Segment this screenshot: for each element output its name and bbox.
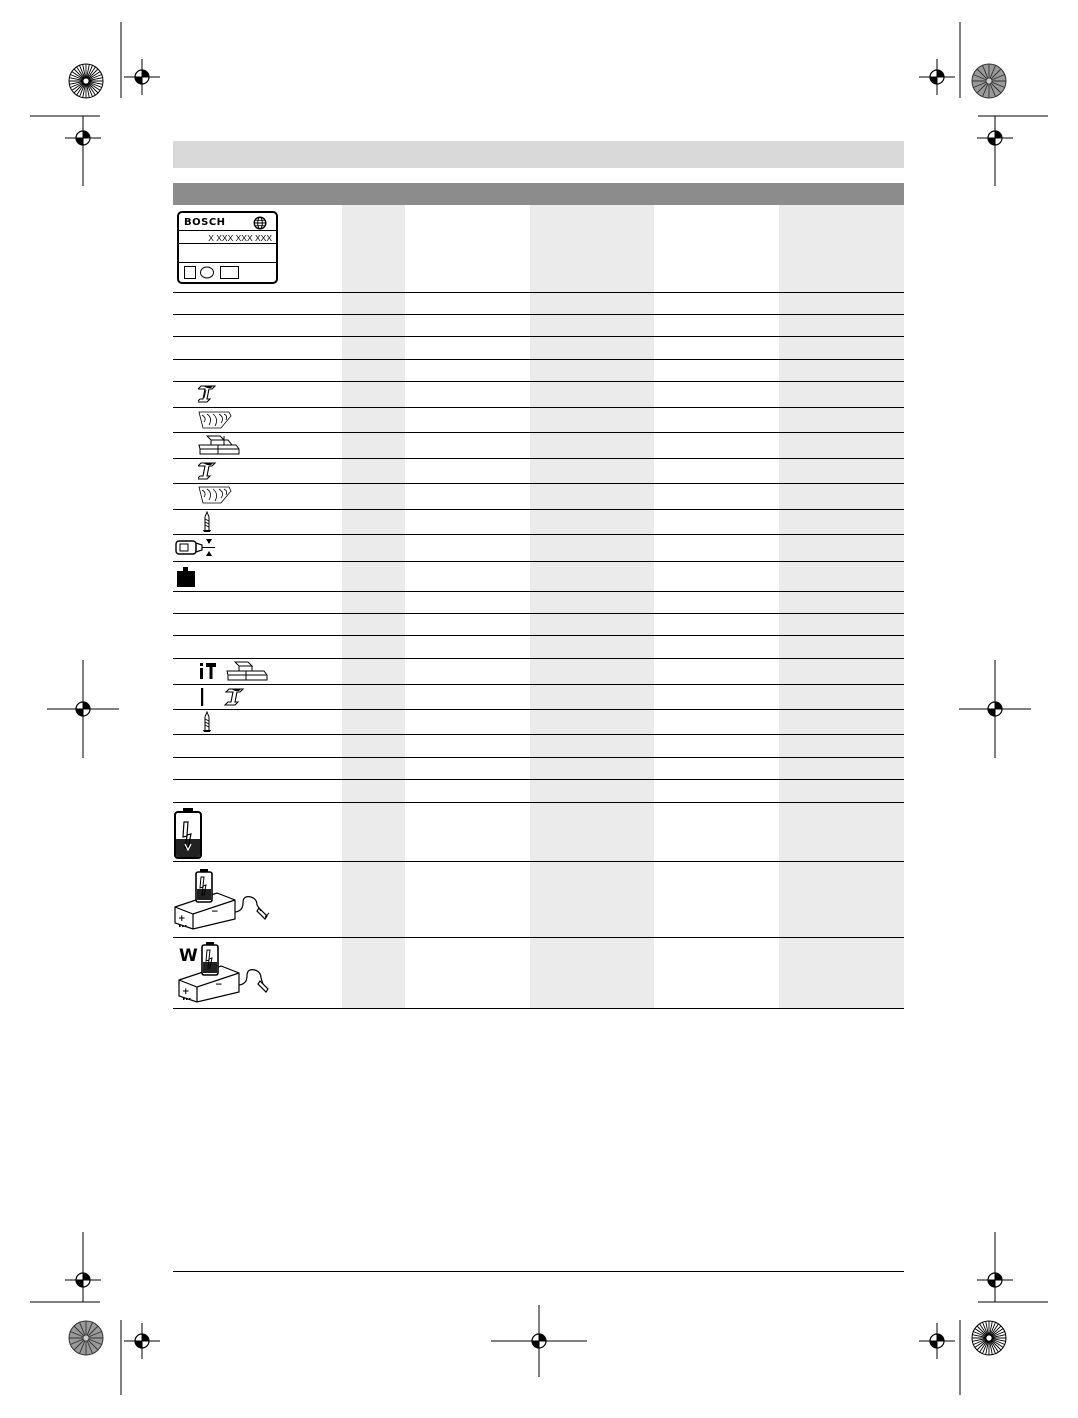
table-row-divider (173, 635, 904, 636)
table-header-row (173, 183, 904, 205)
table-row-divider (173, 1008, 904, 1009)
table-row-divider (173, 561, 904, 562)
table-row-divider (173, 336, 904, 337)
battery-charger-warm-icon (173, 940, 271, 1006)
screw-icon (201, 711, 213, 733)
hammer-masonry-icon (199, 660, 269, 682)
globe-icon (253, 216, 267, 230)
wood-icon (198, 485, 232, 505)
page-header-bar (173, 141, 904, 168)
table-row-divider (173, 802, 904, 803)
table-row-divider (173, 591, 904, 592)
table-row-divider (173, 779, 904, 780)
battery-charger-icon (173, 867, 271, 933)
table-row-divider (173, 359, 904, 360)
nameplate-serial: X XXX XXX XXX (208, 233, 272, 243)
table-row-divider (173, 937, 904, 938)
battery-icon (173, 807, 205, 860)
weight-icon (176, 566, 196, 588)
table-row-divider (173, 381, 904, 382)
table-row-divider (173, 314, 904, 315)
table-row-divider (173, 684, 904, 685)
table-row-divider (173, 407, 904, 408)
masonry-icon (198, 434, 240, 456)
svg-text:−: − (211, 907, 219, 917)
table-row-divider (173, 613, 904, 614)
table-row-divider (173, 509, 904, 510)
table-row-divider (173, 534, 904, 535)
nameplate-brand: BOSCH (184, 217, 226, 228)
svg-text:+: + (178, 914, 186, 924)
nameplate-symbols (184, 266, 244, 280)
drill-steel-icon (199, 686, 249, 708)
wood-icon (198, 410, 232, 430)
chuck-icon (175, 537, 217, 559)
table-column-shade (530, 205, 654, 1008)
table-row-divider (173, 432, 904, 433)
table-row-divider (173, 734, 904, 735)
screw-icon (201, 511, 213, 533)
table-row-divider (173, 483, 904, 484)
table-column-shade (779, 205, 904, 1008)
table-row-divider (173, 292, 904, 293)
steel-beam-icon (198, 461, 218, 481)
table-row-divider (173, 709, 904, 710)
svg-text:−: − (215, 980, 223, 990)
steel-beam-icon (198, 384, 218, 404)
table-row-divider (173, 458, 904, 459)
table-column-shade (342, 205, 405, 1008)
table-row-divider (173, 861, 904, 862)
footer-rule (173, 1271, 904, 1272)
svg-text:W: W (179, 946, 198, 966)
table-row-divider (173, 658, 904, 659)
svg-text:+: + (182, 987, 190, 997)
nameplate-icon (177, 211, 278, 284)
table-row-divider (173, 757, 904, 758)
